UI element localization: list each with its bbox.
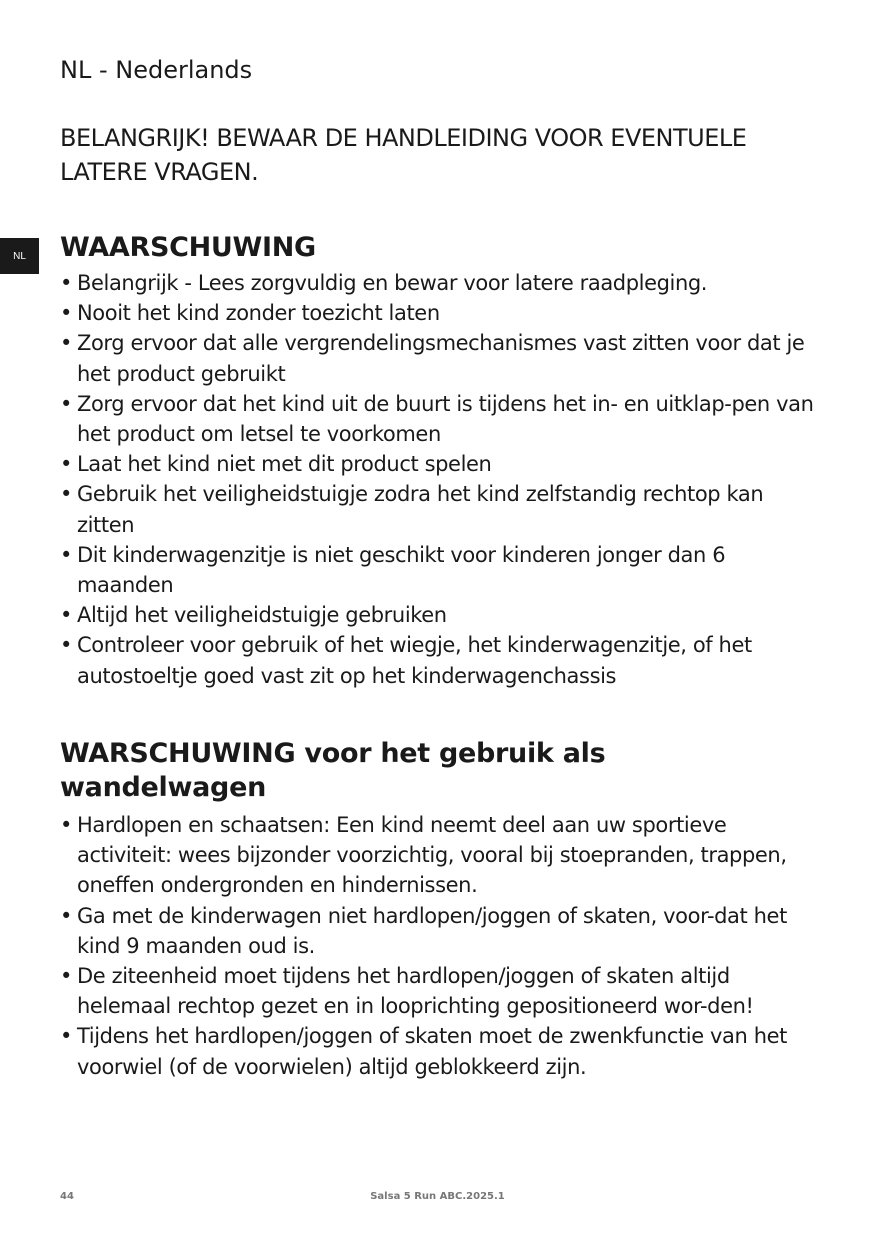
list-item [60,328,820,388]
document-id: Salsa 5 Run ABC.2025.1 [370,1191,505,1202]
bullet-icon: • [60,964,72,989]
page-number: 44 [60,1191,74,1202]
list-item [60,479,820,539]
list-item [60,298,820,328]
bullet-icon: • [60,903,72,928]
warning-heading: WAARSCHUWING [60,232,316,263]
list-item-text: Zorg ervoor dat alle vergrendelingsmechanismes vast zitten voor dat je het product gebruikt [77,331,805,386]
list-item [60,268,820,298]
stroller-warning-list [60,810,820,1082]
list-item [60,961,820,1021]
list-item-text: Tijdens het hardlopen/joggen of skaten moet de zwenkfunctie van het voorwiel (of de voorwielen) altijd geblokkeerd zijn. [77,1024,787,1079]
bullet-icon: • [60,271,72,295]
language-side-tab-label: NL [13,250,26,262]
list-item [60,600,820,630]
bullet-icon: • [60,542,72,567]
stroller-warning-section [60,737,820,1082]
bullet-icon: • [60,452,72,477]
bullet-icon: • [60,482,72,507]
list-item [60,449,820,479]
list-item-text: Dit kinderwagenzitje is niet geschikt voor kinderen jonger dan 6 maanden [77,542,726,598]
bullet-icon: • [60,391,72,416]
important-notice: BELANGRIJK! BEWAAR DE HANDLEIDING VOOR EVENTUELE LATERE VRAGEN. [60,124,747,186]
list-item-text: Controleer voor gebruik of het wiegje, het kinderwagenzitje, of het autostoeltje goed vast zit op het kinderwagenchassis [77,633,752,688]
list-item-text: Nooit het kind zonder toezicht laten [77,301,440,326]
bullet-icon: • [60,331,72,356]
list-item [60,630,820,690]
list-item-text: Belangrijk - Lees zorgvuldig en bewar voor latere raadpleging. [77,271,708,295]
warning-section [60,231,820,691]
language-side-tab [0,238,39,274]
list-item-text: De ziteenheid moet tijdens het hardlopen/joggen of skaten altijd helemaal rechtop gezet en in looprichting gepositioneerd wor-den! [77,964,754,1019]
list-item-text: Altijd het veiligheidstuigje gebruiken [77,603,447,628]
list-item [60,901,820,961]
bullet-icon: • [60,1024,72,1049]
stroller-warning-heading: WARSCHUWING voor het gebruik als wandelwagen [60,738,606,803]
list-item-text: Zorg ervoor dat het kind uit de buurt is tijdens het in- en uitklap-pen van het product om letsel te voorkomen [77,391,814,447]
list-item [60,810,820,901]
bullet-icon: • [60,633,72,658]
list-item [60,389,820,449]
page-language-title: NL - Nederlands [60,56,253,84]
list-item-text: Gebruik het veiligheidstuigje zodra het kind zelfstandig rechtop kan zitten [77,482,764,537]
bullet-icon: • [60,813,72,837]
list-item-text: Hardlopen en schaatsen: Een kind neemt deel aan uw sportieve activiteit: wees bijzonder voorzichtig, vooral bij stoepranden, trappen, oneffen ondergronden en hindernissen. [77,813,787,898]
warning-list [60,268,820,691]
list-item-text: Ga met de kinderwagen niet hardlopen/joggen of skaten, voor-dat het kind 9 maanden oud is. [77,903,787,958]
list-item [60,540,820,600]
bullet-icon: • [60,301,72,326]
list-item-text: Laat het kind niet met dit product spelen [77,452,492,477]
bullet-icon: • [60,603,72,628]
list-item [60,1021,820,1081]
